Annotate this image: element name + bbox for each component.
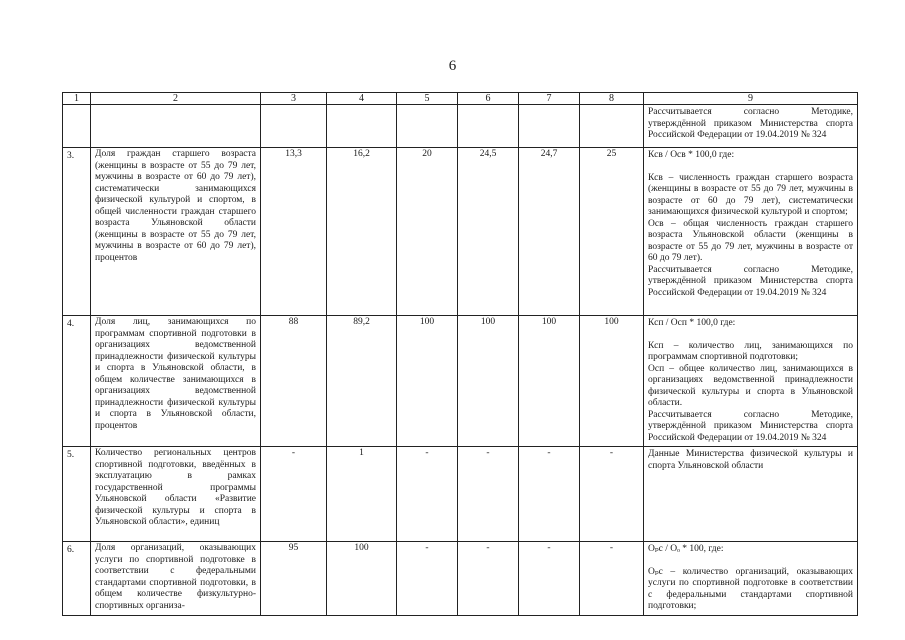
value-col7: - xyxy=(519,542,580,616)
calculation-method xyxy=(644,316,858,447)
value-col5: 20 xyxy=(397,148,458,316)
header-cell: 2 xyxy=(91,93,261,105)
table-row xyxy=(63,316,858,447)
value-col6: - xyxy=(458,542,519,616)
value-col5: - xyxy=(397,447,458,542)
continuation-row xyxy=(63,105,858,148)
value-col7: - xyxy=(519,447,580,542)
row-number: 5. xyxy=(63,447,91,542)
value-col8: 25 xyxy=(580,148,644,316)
value-col8: - xyxy=(580,542,644,616)
value-col3: 95 xyxy=(261,542,327,616)
formula-desc: Ксп – количество лиц, занимающихся по программам спортивной подготовки; xyxy=(648,340,853,362)
methodology-note: Рассчитывается согласно Методике, утверждённой приказом Министерства спорта Российской Федерации от 19.04.2019 № 324 xyxy=(648,264,853,298)
formula: Ксп / Осп * 100,0 где: xyxy=(648,318,736,328)
methodology-note: Рассчитывается согласно Методике, утверждённой приказом Министерства спорта Российской Федерации от 19.04.2019 № 324 xyxy=(648,409,853,443)
indicator-name: Доля лиц, занимающихся по программам спортивной подготовки в организациях ведомственной принадлежности физической культуры и спорта в Ульяновской области, в общем количестве занимающихся в организациях ведомственной принадлежности физической культуры и спорта в Ульяновской области, процентов xyxy=(91,316,261,447)
table-row xyxy=(63,542,858,616)
header-row xyxy=(63,93,858,105)
formula-desc: Осп – общее количество лиц, занимающихся в организациях ведомственной принадлежности физической культуры и спорта в Ульяновской области. xyxy=(648,363,853,408)
row-number: 4. xyxy=(63,316,91,447)
row-number: 3. xyxy=(63,148,91,316)
indicators-table xyxy=(62,92,858,616)
value-col4: 16,2 xyxy=(327,148,397,316)
header-cell: 6 xyxy=(458,93,519,105)
formula-desc: Ксв – численность граждан старшего возраста (женщины в возрасте от 55 до 79 лет, мужчины в возрасте от 60 до 79 лет), систематически занимающихся физической культурой и спортом; xyxy=(648,172,853,217)
header-cell: 1 xyxy=(63,93,91,105)
value-col5: - xyxy=(397,542,458,616)
indicator-name: Количество региональных центров спортивной подготовки, введённых в эксплуатацию в рамках государственной программы Ульяновской области «Развитие физической культуры и спорта в Ульяновской области», единиц xyxy=(91,447,261,542)
value-col8: 100 xyxy=(580,316,644,447)
value-col4: 89,2 xyxy=(327,316,397,447)
header-cell: 4 xyxy=(327,93,397,105)
value-col4: 100 xyxy=(327,542,397,616)
header-cell: 5 xyxy=(397,93,458,105)
value-col3: 13,3 xyxy=(261,148,327,316)
header-cell: 8 xyxy=(580,93,644,105)
header-cell: 7 xyxy=(519,93,580,105)
formula: Оₚc / Oₒ * 100, где: xyxy=(648,544,724,554)
value-col5: 100 xyxy=(397,316,458,447)
calculation-method xyxy=(644,148,858,316)
value-col8: - xyxy=(580,447,644,542)
value-col7: 100 xyxy=(519,316,580,447)
value-col3: - xyxy=(261,447,327,542)
value-col3: 88 xyxy=(261,316,327,447)
value-col7: 24,7 xyxy=(519,148,580,316)
value-col4: 1 xyxy=(327,447,397,542)
value-col6: 24,5 xyxy=(458,148,519,316)
calculation-method xyxy=(644,542,858,616)
indicator-name: Доля граждан старшего возраста (женщины в возрасте от 55 до 79 лет, мужчины в возрасте от 60 до 79 лет), систематически занимающихся физической культурой и спортом, в общей численности граждан старшего возраста Ульяновской области (женщины в возрасте от 55 до 79 лет, мужчины в возрасте от 60 до 79 лет), процентов xyxy=(91,148,261,316)
data-source: Данные Министерства физической культуры и спорта Ульяновской области xyxy=(648,449,853,471)
page-number: 6 xyxy=(448,58,457,74)
table-row xyxy=(63,148,858,316)
table-row xyxy=(63,447,858,542)
calculation-method xyxy=(644,447,858,542)
header-cell: 9 xyxy=(644,93,858,105)
header-cell: 3 xyxy=(261,93,327,105)
formula-desc: Оₚc – количество организаций, оказывающих услуги по спортивной подготовке в соответствии с федеральными стандартами спортивной подготовки; xyxy=(648,566,853,611)
formula-desc: Осв – общая численность граждан старшего возраста Ульяновской области (женщины в возрасте от 55 до 79 лет, мужчины в возрасте от 60 до 79 лет). xyxy=(648,218,853,263)
value-col6: 100 xyxy=(458,316,519,447)
indicator-name: Доля организаций, оказывающих услуги по спортивной подготовке в соответствии с федеральными стандартами спортивной подготовки, в общем количестве физкультурно-спортивных организа- xyxy=(91,542,261,616)
formula: Ксв / Осв * 100,0 где: xyxy=(648,150,735,160)
value-col6: - xyxy=(458,447,519,542)
methodology-note: Рассчитывается согласно Методике, утверждённой приказом Министерства спорта Российской Федерации от 19.04.2019 № 324 xyxy=(644,105,858,148)
row-number: 6. xyxy=(63,542,91,616)
